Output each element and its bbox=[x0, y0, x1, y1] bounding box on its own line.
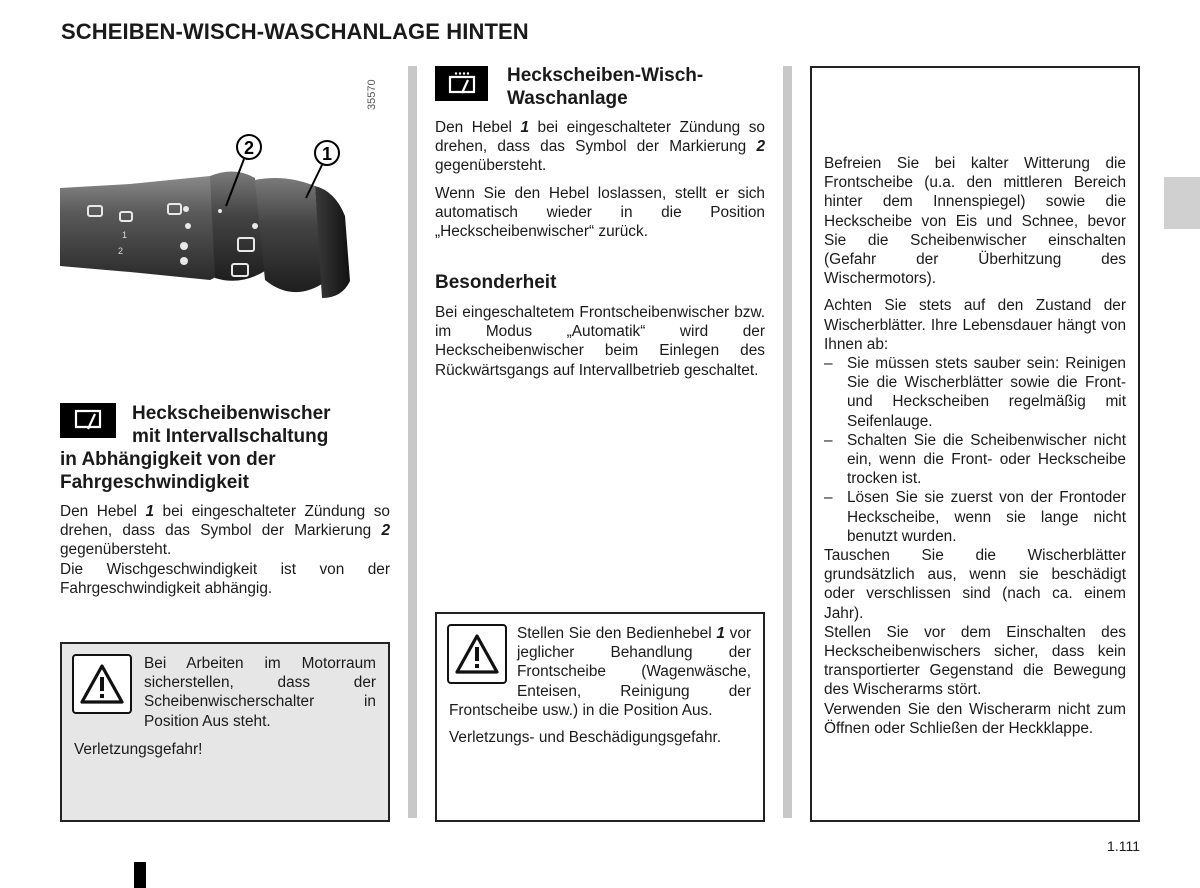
body-text: Den Hebel 1 bei eingeschalteter Zündung so drehen, dass das Symbol der Markierung 2 gegenübersteht. Die Wischgeschwindigkeit ist von der Fahrgeschwindigkeit abhängig. bbox=[60, 503, 390, 597]
warning-text: Stellen Sie den Bedienhebel 1 vor jeglicher Behandlung der Frontscheibe (Wagenwäsche, Enteisen, Reinigung der Frontscheibe usw.) in die Position Aus. bbox=[449, 625, 751, 719]
section-heading: in Abhängigkeit von der bbox=[60, 449, 276, 470]
body-text: Bei eingeschaltetem Frontscheibenwischer bzw. im Modus „Automatik“ wird der Heckscheibenwischer beim Einlegen des Rückwärtsgangs auf Intervallbetrieb geschaltet. bbox=[435, 304, 765, 379]
section-heading: Heckscheibenwischer bbox=[132, 403, 331, 424]
svg-text:1: 1 bbox=[122, 230, 128, 240]
body-text: Befreien Sie bei kalter Witterung die Frontscheibe (u.a. den mittleren Bereich hinter dem Innenspiegel) sowie die Heckscheibe von Eis und Schnee, bevor Sie die Scheibenwischer einschalten (Gefahr der Überhitzung des Wischermotors). Achten Sie stets auf den Zustand der Wischerblätter. Ihre Lebensdauer hängt von Ihnen ab: – Sie müssen stets sauber sein: Reinigen Sie die Wischerblätter sowie die Front- und Heckscheiben regelmäßig mit Seifenlauge. – Schalten Sie die Scheibenwischer nicht ein, wenn die Front- oder Heckscheibe trocken ist. – Lösen Sie sie zuerst von der Frontoder Heckscheibe, wenn sie lange nicht benutzt wurden. Tauschen Sie die Wischerblätter grundsätzlich aus, wenn sie beschädigt oder verschlissen sind (nach ca. einem Jahr). Stellen Sie vor dem Einschalten des Heckscheibenwischers sicher, dass kein transportierter Gegenstand die Bewegung des Wischerarms stört. Verwenden Sie den Wischerarm nicht zum Öffnen oder Schließen der Heckklappe. bbox=[824, 154, 1126, 738]
list-item: – Schalten Sie die Scheibenwischer nicht ein, wenn die Front- oder Heckscheibe trocken ist. bbox=[824, 431, 1126, 489]
warning-triangle-icon bbox=[72, 654, 132, 714]
page-title: SCHEIBEN-WISCH-WASCHANLAGE HINTEN bbox=[61, 19, 529, 44]
wiper-stalk-illustration bbox=[60, 66, 390, 356]
figure-number: 35570 bbox=[366, 79, 378, 110]
bottom-marker bbox=[134, 862, 146, 888]
subheading: Besonderheit bbox=[435, 272, 557, 293]
column-divider bbox=[783, 66, 792, 818]
side-tab bbox=[1164, 177, 1200, 229]
section-heading: mit Intervallschaltung bbox=[132, 426, 329, 447]
warning-text: Bei Arbeiten im Motorraum sicherstellen, dass der Scheibenwischerschalter in Position Aus steht. bbox=[144, 655, 376, 730]
page-number: 1.111 bbox=[1107, 838, 1140, 854]
body-text: Den Hebel 1 bei eingeschalteter Zündung so drehen, dass das Symbol der Markierung 2 gegenübersteht. Wenn Sie den Hebel loslassen, stellt er sich automatisch wieder in die Position „Heckscheibenwischer“ zurück. bbox=[435, 119, 765, 241]
callout-2: 2 bbox=[243, 138, 255, 158]
section-heading: Waschanlage bbox=[507, 88, 628, 109]
warning-note: Verletzungsgefahr! bbox=[74, 741, 203, 758]
callout-1: 1 bbox=[321, 144, 333, 164]
rear-wiper-icon bbox=[60, 403, 116, 438]
list-item: – Sie müssen stets sauber sein: Reinigen Sie die Wischerblätter sowie die Front- und Heckscheiben regelmäßig mit Seifenlauge. bbox=[824, 354, 1126, 431]
section-heading: Fahrgeschwindigkeit bbox=[60, 472, 249, 493]
svg-text:2: 2 bbox=[118, 246, 124, 256]
bullet-list bbox=[824, 354, 1126, 546]
warning-box bbox=[435, 612, 765, 822]
rear-washer-icon bbox=[435, 66, 488, 101]
column-divider bbox=[408, 66, 417, 818]
warning-box bbox=[60, 642, 390, 822]
list-item: – Lösen Sie sie zuerst von der Frontoder Heckscheibe, wenn sie lange nicht benutzt wurden. bbox=[824, 488, 1126, 546]
warning-note: Verletzungs- und Beschädigungsgefahr. bbox=[449, 729, 722, 746]
section-heading: Heckscheiben-Wisch- bbox=[507, 65, 704, 86]
